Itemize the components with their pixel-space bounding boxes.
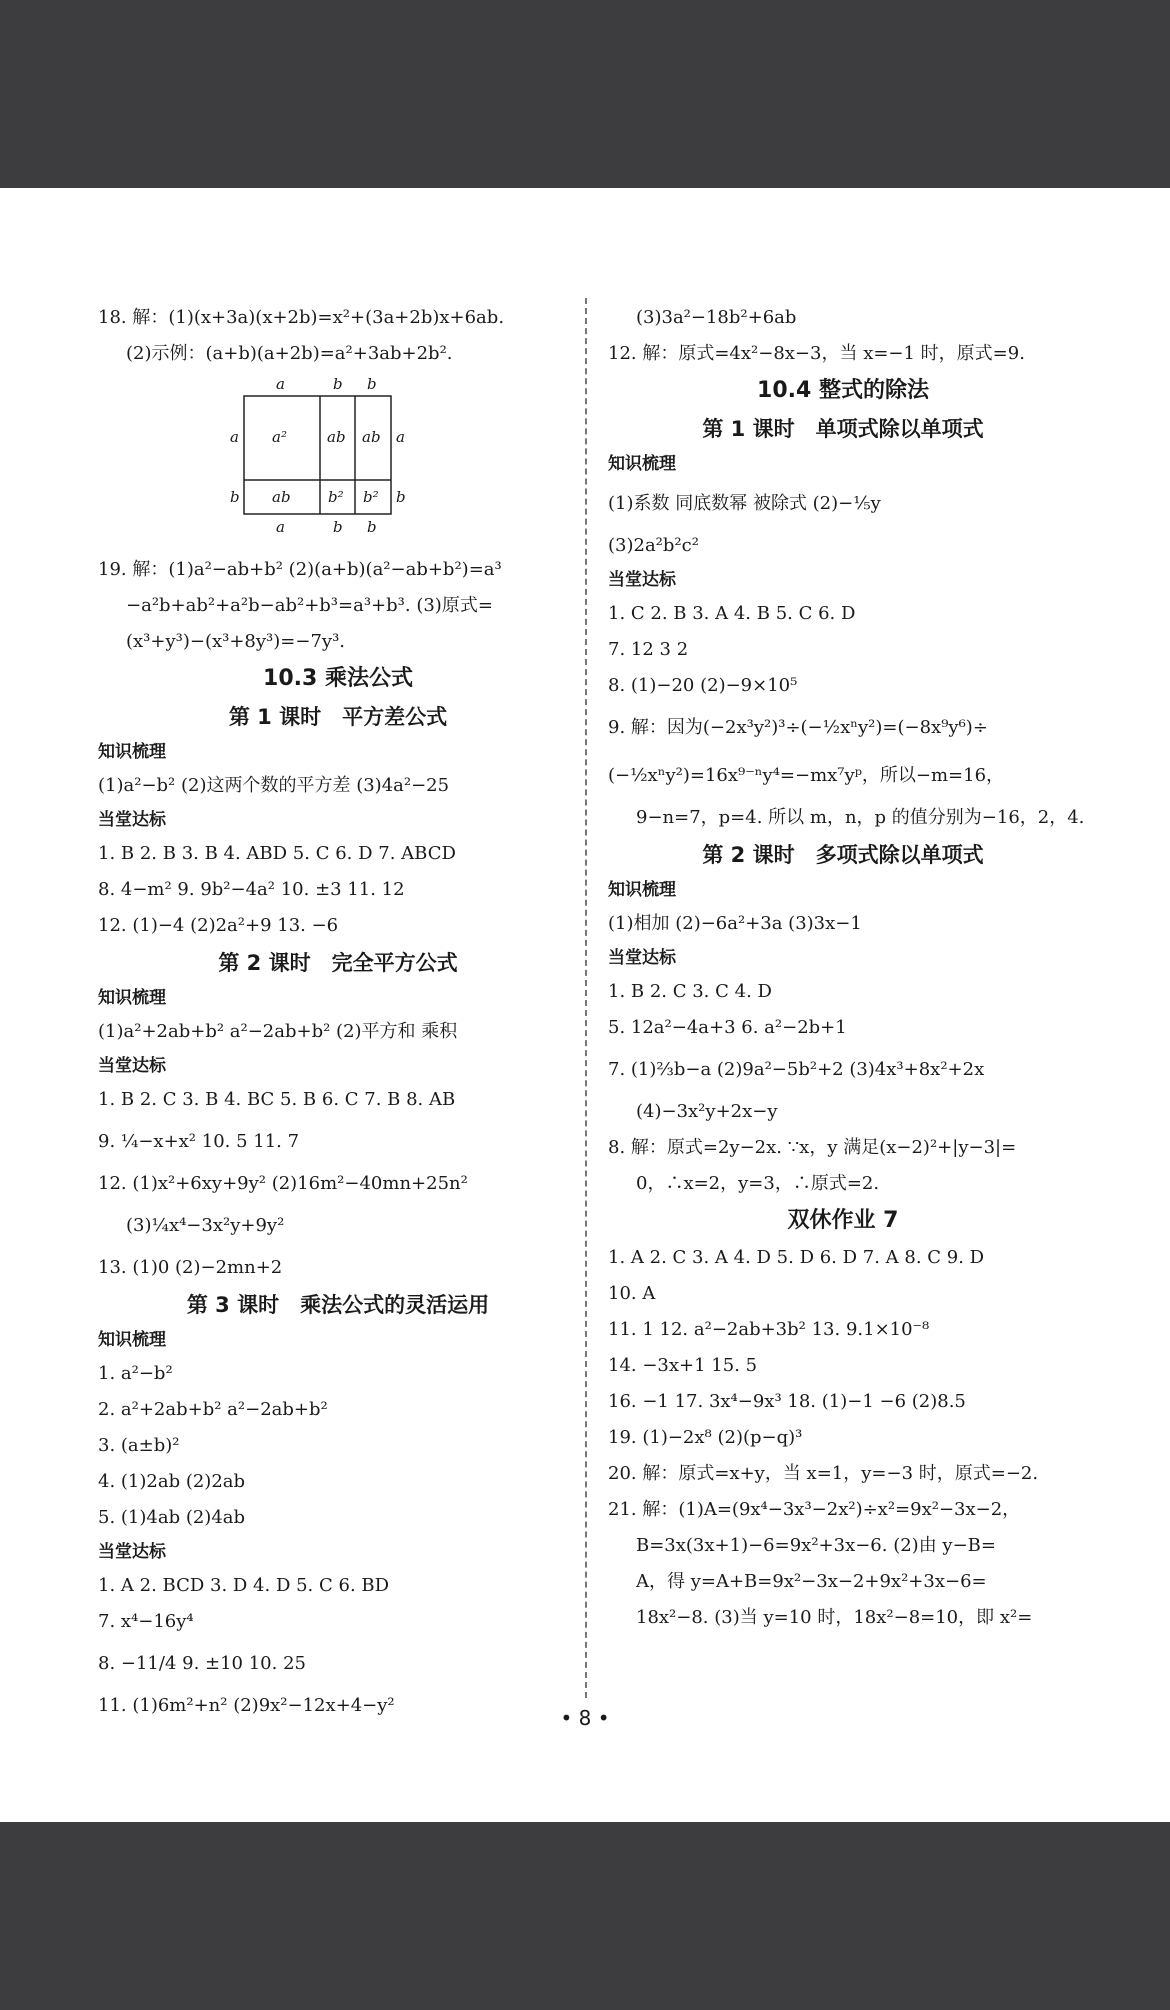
r-lesson-2-title: 第 2 课时 多项式除以单项式 <box>702 843 984 867</box>
practice-label: 当堂达标 <box>608 570 676 590</box>
diagram-bottom-b2: b <box>367 518 377 536</box>
knowledge-label: 知识梳理 <box>608 880 676 900</box>
q18-line-2: (2)示例：(a+b)(a+2b)=a²+3ab+2b². <box>126 343 453 364</box>
practice-label: 当堂达标 <box>98 1542 166 1562</box>
r1-knowledge-line: (1)系数 同底数幂 被除式 (2)−⅕y <box>608 493 881 514</box>
k2-answer-line: 13. (1)0 (2)−2mn+2 <box>98 1257 283 1278</box>
k1-answer-line: 1. B 2. B 3. B 4. ABD 5. C 6. D 7. ABCD <box>98 843 456 864</box>
k1-answer-line: 12. (1)−4 (2)2a²+9 13. −6 <box>98 915 339 936</box>
practice-label: 当堂达标 <box>98 1056 166 1076</box>
r1-answer-line: 7. 12 3 2 <box>608 639 689 660</box>
q19-line-3: (x³+y³)−(x³+8y³)=−7y³. <box>126 631 346 652</box>
practice-label: 当堂达标 <box>608 948 676 968</box>
r1-answer-line: 9−n=7，p=4. 所以 m，n，p 的值分别为−16，2，4. <box>636 807 1085 828</box>
r-lesson-1-title: 第 1 课时 单项式除以单项式 <box>702 417 984 441</box>
r-top-line: (3)3a²−18b²+6ab <box>636 307 797 328</box>
r2-answer-line: 5. 12a²−4a+3 6. a²−2b+1 <box>608 1017 847 1038</box>
k2-answer-line: (3)¼x⁴−3x²y+9y² <box>126 1215 285 1236</box>
hw-line: A，得 y=A+B=9x²−3x−2+9x²+3x−6= <box>636 1571 987 1592</box>
diagram-bottom-b1: b <box>333 518 343 536</box>
top-dark-bar <box>0 0 1170 188</box>
section-title-10-3: 10.3 乘法公式 <box>263 666 413 691</box>
k3-answer-line: 1. A 2. BCD 3. D 4. D 5. C 6. BD <box>98 1575 390 1596</box>
hw-line: 21. 解：(1)A=(9x⁴−3x³−2x²)÷x²=9x²−3x−2， <box>608 1499 1021 1520</box>
k1-knowledge: (1)a²−b² (2)这两个数的平方差 (3)4a²−25 <box>98 775 450 796</box>
lesson-3-title: 第 3 课时 乘法公式的灵活运用 <box>186 1293 490 1317</box>
practice-label: 当堂达标 <box>98 810 166 830</box>
diagram-right-b: b <box>396 488 406 506</box>
k3-knowledge-line: 1. a²−b² <box>98 1363 173 1384</box>
k3-knowledge-line: 5. (1)4ab (2)4ab <box>98 1507 246 1528</box>
r2-knowledge: (1)相加 (2)−6a²+3a (3)3x−1 <box>608 913 862 934</box>
diagram-right-a: a <box>396 428 405 446</box>
homework-title: 双休作业 7 <box>787 1208 899 1233</box>
diagram-cell-b2-1: b² <box>328 488 344 506</box>
r1-answer-line: 9. 解：因为(−2x³y²)³÷(−½xⁿy²)=(−8x⁹y⁶)÷ <box>608 717 988 738</box>
area-diagram-svg <box>230 376 405 546</box>
hw-line: 20. 解：原式=x+y，当 x=1，y=−3 时，原式=−2. <box>608 1463 1039 1484</box>
column-divider <box>585 298 587 1698</box>
diagram-left-a: a <box>230 428 239 446</box>
page-number: • 8 • <box>560 1706 610 1730</box>
k2-answer-line: 1. B 2. C 3. B 4. BC 5. B 6. C 7. B 8. AB <box>98 1089 456 1110</box>
knowledge-label: 知识梳理 <box>608 454 676 474</box>
diagram-left-b: b <box>230 488 240 506</box>
k2-answer-line: 12. (1)x²+6xy+9y² (2)16m²−40mn+25n² <box>98 1173 468 1194</box>
left-column <box>98 300 578 1724</box>
lesson-1-title: 第 1 课时 平方差公式 <box>228 705 448 729</box>
document-page <box>0 188 1170 1822</box>
r1-answer-line: 1. C 2. B 3. A 4. B 5. C 6. D <box>608 603 856 624</box>
q19-line-2: −a²b+ab²+a²b−ab²+b³=a³+b³. (3)原式= <box>126 595 493 616</box>
knowledge-label: 知识梳理 <box>98 742 166 762</box>
r1-answer-line: (−½xⁿy²)=16x⁹⁻ⁿy⁴=−mx⁷yᵖ，所以−m=16， <box>608 765 1005 786</box>
q18-line-1: 18. 解：(1)(x+3a)(x+2b)=x²+(3a+2b)x+6ab. <box>98 307 505 328</box>
r2-answer-line: (4)−3x²y+2x−y <box>636 1101 778 1122</box>
lesson-2-title: 第 2 课时 完全平方公式 <box>218 951 458 975</box>
bottom-dark-bar <box>0 1822 1170 2010</box>
k3-answer-line: 8. −11/4 9. ±10 10. 25 <box>98 1653 306 1674</box>
r-top-line: 12. 解：原式=4x²−8x−3，当 x=−1 时，原式=9. <box>608 343 1025 364</box>
area-diagram <box>230 376 405 546</box>
hw-line: 11. 1 12. a²−2ab+3b² 13. 9.1×10⁻⁸ <box>608 1319 930 1340</box>
diagram-cell-b2-2: b² <box>363 488 379 506</box>
k1-answer-line: 8. 4−m² 9. 9b²−4a² 10. ±3 11. 12 <box>98 879 405 900</box>
diagram-top-b1: b <box>333 375 343 393</box>
diagram-top-b2: b <box>367 375 377 393</box>
hw-line: 1. A 2. C 3. A 4. D 5. D 6. D 7. A 8. C 9. D <box>608 1247 985 1268</box>
diagram-bottom-a: a <box>276 518 285 536</box>
hw-line: 19. (1)−2x⁸ (2)(p−q)³ <box>608 1427 803 1448</box>
r2-answer-line: 1. B 2. C 3. C 4. D <box>608 981 772 1002</box>
k3-knowledge-line: 3. (a±b)² <box>98 1435 180 1456</box>
hw-line: B=3x(3x+1)−6=9x²+3x−6. (2)由 y−B= <box>636 1535 996 1556</box>
k3-knowledge-line: 2. a²+2ab+b² a²−2ab+b² <box>98 1399 328 1420</box>
knowledge-label: 知识梳理 <box>98 1330 166 1350</box>
section-title-10-4: 10.4 整式的除法 <box>757 378 929 403</box>
hw-line: 14. −3x+1 15. 5 <box>608 1355 758 1376</box>
k3-answer-line: 7. x⁴−16y⁴ <box>98 1611 194 1632</box>
diagram-cell-ab-1: ab <box>327 428 346 446</box>
k2-answer-line: 9. ¼−x+x² 10. 5 11. 7 <box>98 1131 300 1152</box>
q19-line-1: 19. 解：(1)a²−ab+b² (2)(a+b)(a²−ab+b²)=a³ <box>98 559 502 580</box>
r1-answer-line: 8. (1)−20 (2)−9×10⁵ <box>608 675 798 696</box>
r1-knowledge-line: (3)2a²b²c² <box>608 535 699 556</box>
hw-line: 16. −1 17. 3x⁴−9x³ 18. (1)−1 −6 (2)8.5 <box>608 1391 966 1412</box>
diagram-cell-ab-2: ab <box>362 428 381 446</box>
k2-knowledge: (1)a²+2ab+b² a²−2ab+b² (2)平方和 乘积 <box>98 1021 458 1042</box>
hw-line: 18x²−8. (3)当 y=10 时，18x²−8=10，即 x²= <box>636 1607 1033 1628</box>
k3-answer-line: 11. (1)6m²+n² (2)9x²−12x+4−y² <box>98 1695 395 1716</box>
right-column <box>608 300 1085 1636</box>
k3-knowledge-line: 4. (1)2ab (2)2ab <box>98 1471 246 1492</box>
r2-answer-line: 0，∴x=2，y=3，∴原式=2. <box>636 1173 880 1194</box>
diagram-cell-ab-3: ab <box>272 488 291 506</box>
r2-answer-line: 7. (1)⅔b−a (2)9a²−5b²+2 (3)4x³+8x²+2x <box>608 1059 985 1080</box>
knowledge-label: 知识梳理 <box>98 988 166 1008</box>
diagram-top-a: a <box>276 375 285 393</box>
diagram-cell-a2: a² <box>272 428 287 446</box>
hw-line: 10. A <box>608 1283 656 1304</box>
r2-answer-line: 8. 解：原式=2y−2x. ∵x，y 满足(x−2)²+|y−3|= <box>608 1137 1017 1158</box>
